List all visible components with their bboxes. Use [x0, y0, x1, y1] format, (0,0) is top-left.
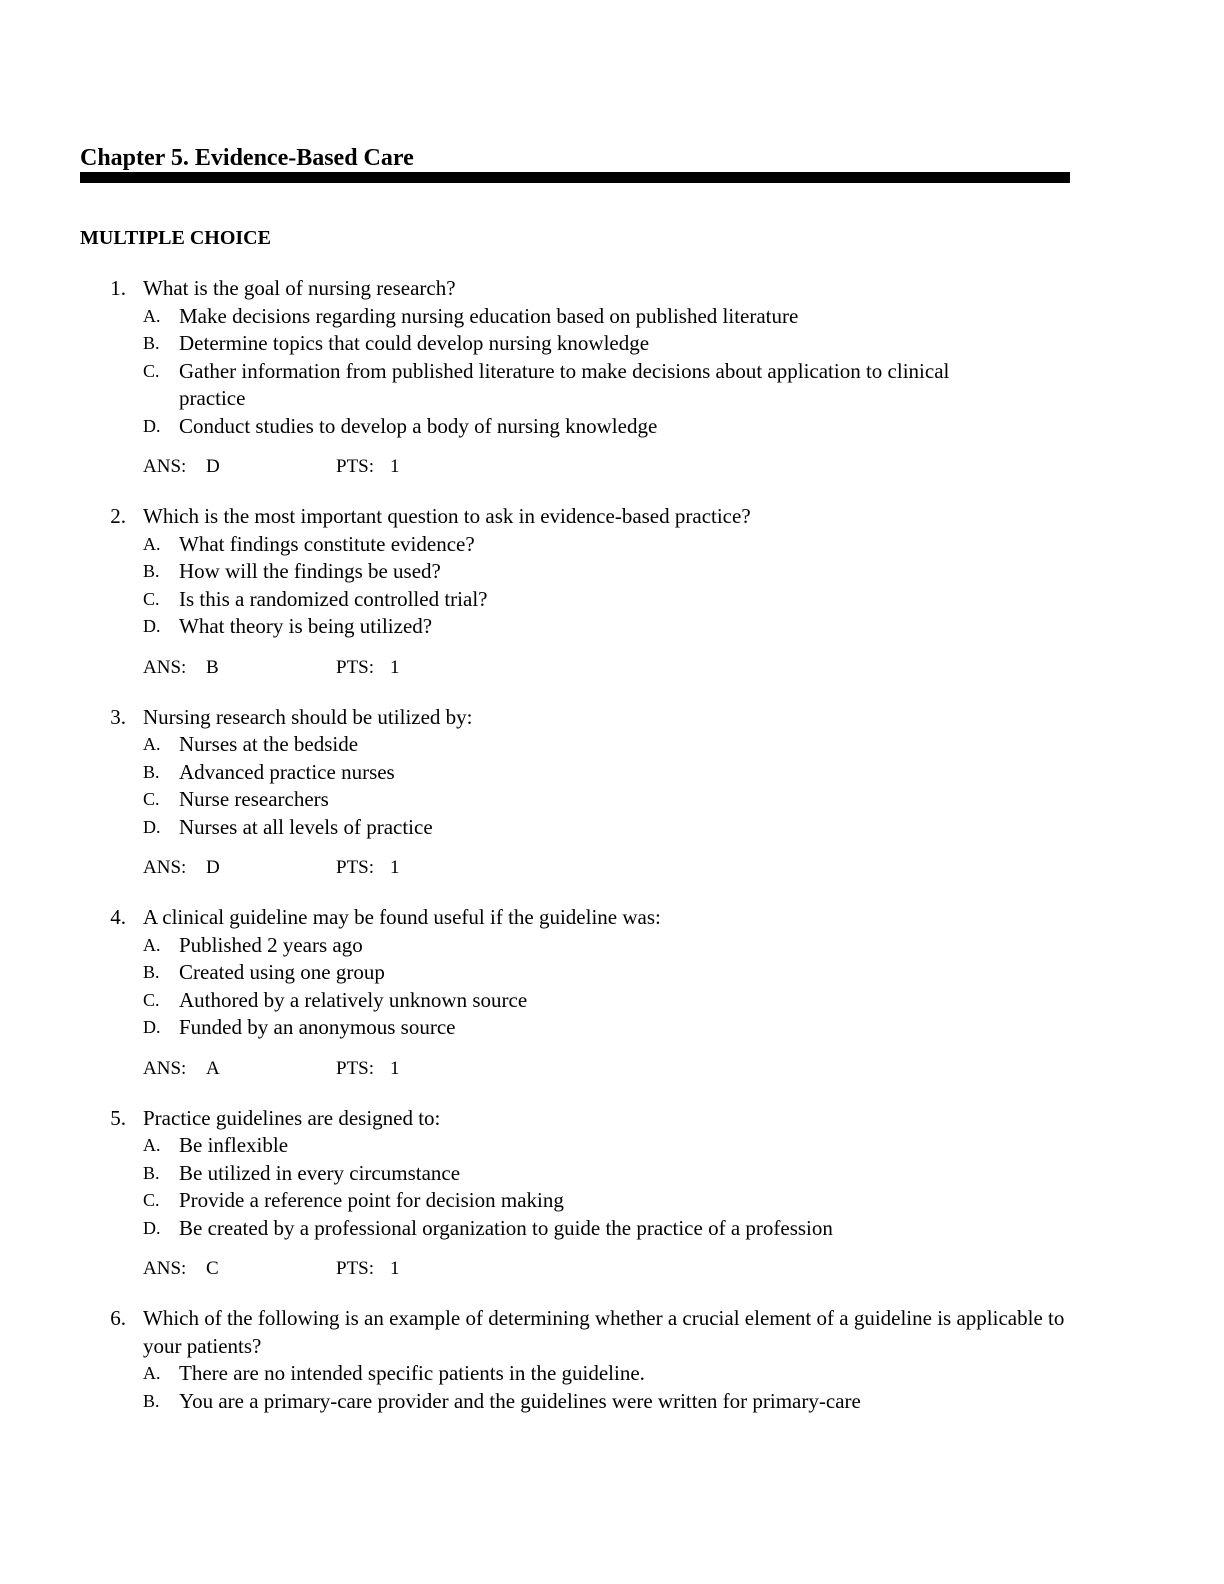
answer-option — [0, 1360, 1224, 1388]
answer-option — [0, 303, 1224, 331]
option-text: Is this a randomized controlled trial? — [179, 586, 488, 611]
option-text: Nurses at all levels of practice — [179, 814, 433, 839]
option-letter: A. — [143, 1135, 161, 1155]
answer-option — [0, 731, 1224, 759]
answer-option — [0, 330, 1224, 358]
question-text: What is the goal of nursing research? — [143, 276, 456, 300]
title-rule — [80, 172, 1070, 183]
answer-option — [0, 586, 1224, 614]
option-letter: D. — [143, 415, 161, 436]
question-item — [0, 503, 1224, 682]
option-letter: A. — [143, 533, 161, 554]
option-text: Provide a reference point for decision making — [179, 1188, 564, 1212]
option-text: You are a primary-care provider and the guidelines were written for primary-care — [179, 1388, 861, 1413]
answer-option — [0, 413, 1224, 441]
option-text: What findings constitute evidence? — [179, 531, 475, 556]
answer-value: C — [206, 1258, 219, 1279]
question-number: 2. — [110, 504, 126, 528]
answer-value: D — [206, 456, 220, 477]
option-letter: A. — [143, 1363, 161, 1383]
answer-key-row — [0, 854, 1224, 882]
question-stem — [0, 904, 1224, 932]
answer-value: A — [206, 1057, 220, 1079]
option-text: Nurse researchers — [179, 787, 329, 811]
answer-key-row — [0, 453, 1224, 481]
answer-option — [0, 1014, 1224, 1042]
question-number: 6. — [110, 1306, 126, 1330]
option-letter: C. — [143, 360, 160, 381]
option-letter: C. — [143, 1190, 160, 1210]
question-item — [0, 1305, 1224, 1415]
question-text: A clinical guideline may be found useful if the guideline was: — [143, 905, 661, 929]
points-value: 1 — [390, 1258, 400, 1279]
answer-label: ANS: — [143, 1057, 187, 1079]
question-text: Practice guidelines are designed to: — [143, 1105, 441, 1130]
answer-value: D — [206, 857, 220, 878]
points-value: 1 — [390, 1057, 400, 1079]
question-stem — [0, 275, 1224, 303]
question-stem — [0, 1105, 1224, 1133]
option-letter: B. — [143, 561, 160, 581]
option-letter: D. — [143, 1017, 161, 1037]
option-text: Funded by an anonymous source — [179, 1015, 456, 1039]
option-text: Be created by a professional organization to guide the practice of a profession — [179, 1215, 833, 1240]
question-item — [0, 904, 1224, 1083]
points-label: PTS: — [336, 656, 375, 678]
answer-option — [0, 558, 1224, 586]
option-letter: D. — [143, 616, 161, 636]
option-text: Advanced practice nurses — [179, 759, 395, 784]
answer-option — [0, 814, 1224, 842]
answer-key-row — [0, 1255, 1224, 1283]
question-number: 1. — [110, 276, 126, 300]
question-number: 5. — [110, 1105, 126, 1130]
option-text: Determine topics that could develop nursing knowledge — [179, 331, 650, 355]
option-letter: B. — [143, 1162, 160, 1183]
chapter-title: Chapter 5. Evidence-Based Care — [80, 145, 414, 171]
option-letter: B. — [143, 333, 160, 353]
answer-option — [0, 1215, 1224, 1243]
question-text: Which is the most important question to ask in evidence-based practice? — [143, 504, 751, 528]
option-letter: D. — [143, 1217, 161, 1238]
answer-option — [0, 786, 1224, 814]
question-stem — [0, 1305, 1224, 1360]
option-letter: C. — [143, 588, 160, 609]
option-text: Be inflexible — [179, 1133, 289, 1157]
option-text: Authored by a relatively unknown source — [179, 987, 528, 1012]
answer-option — [0, 759, 1224, 787]
question-text: Nursing research should be utilized by: — [143, 704, 473, 729]
answer-option — [0, 358, 1224, 413]
option-text: Make decisions regarding nursing education based on published literature — [179, 303, 799, 328]
question-text: Which of the following is an example of determining whether a crucial element of a guideline is applicable to your patients? — [143, 1306, 1065, 1358]
option-text: Nurses at the bedside — [179, 732, 359, 756]
question-number: 3. — [110, 704, 126, 729]
answer-label: ANS: — [143, 1258, 187, 1279]
option-letter: A. — [143, 305, 161, 326]
option-letter: B. — [143, 761, 160, 782]
points-value: 1 — [390, 656, 400, 678]
option-text: There are no intended specific patients in the guideline. — [179, 1361, 645, 1385]
option-text: Published 2 years ago — [179, 932, 363, 957]
option-letter: A. — [143, 734, 161, 754]
question-item — [0, 275, 1224, 481]
option-text: Gather information from published literature to make decisions about application to clinical practice — [179, 358, 950, 410]
option-text: Conduct studies to develop a body of nursing knowledge — [179, 413, 658, 438]
answer-option — [0, 959, 1224, 987]
points-label: PTS: — [336, 857, 375, 878]
section-heading: MULTIPLE CHOICE — [80, 227, 271, 249]
option-text: How will the findings be used? — [179, 559, 441, 583]
answer-option — [0, 1132, 1224, 1160]
answer-option — [0, 1187, 1224, 1215]
option-text: Created using one group — [179, 960, 385, 984]
answer-value: B — [206, 656, 219, 678]
points-label: PTS: — [336, 456, 375, 477]
question-number: 4. — [110, 905, 126, 929]
answer-option — [0, 987, 1224, 1015]
answer-option — [0, 1160, 1224, 1188]
option-letter: D. — [143, 816, 161, 837]
points-label: PTS: — [336, 1258, 375, 1279]
answer-label: ANS: — [143, 456, 187, 477]
option-text: Be utilized in every circumstance — [179, 1160, 461, 1185]
answer-option — [0, 531, 1224, 559]
answer-option — [0, 1388, 1224, 1416]
option-letter: C. — [143, 989, 160, 1010]
question-stem — [0, 704, 1224, 732]
option-letter: A. — [143, 934, 161, 955]
answer-label: ANS: — [143, 857, 187, 878]
question-item — [0, 704, 1224, 883]
option-letter: B. — [143, 1390, 160, 1411]
points-value: 1 — [390, 857, 400, 878]
question-list — [0, 275, 1224, 1437]
question-stem — [0, 503, 1224, 531]
option-text: What theory is being utilized? — [179, 614, 433, 638]
points-value: 1 — [390, 456, 400, 477]
question-item — [0, 1105, 1224, 1284]
answer-key-row — [0, 654, 1224, 682]
answer-option — [0, 613, 1224, 641]
option-letter: B. — [143, 962, 160, 982]
points-label: PTS: — [336, 1057, 375, 1079]
answer-option — [0, 932, 1224, 960]
answer-label: ANS: — [143, 656, 187, 678]
option-letter: C. — [143, 789, 160, 809]
answer-key-row — [0, 1055, 1224, 1083]
